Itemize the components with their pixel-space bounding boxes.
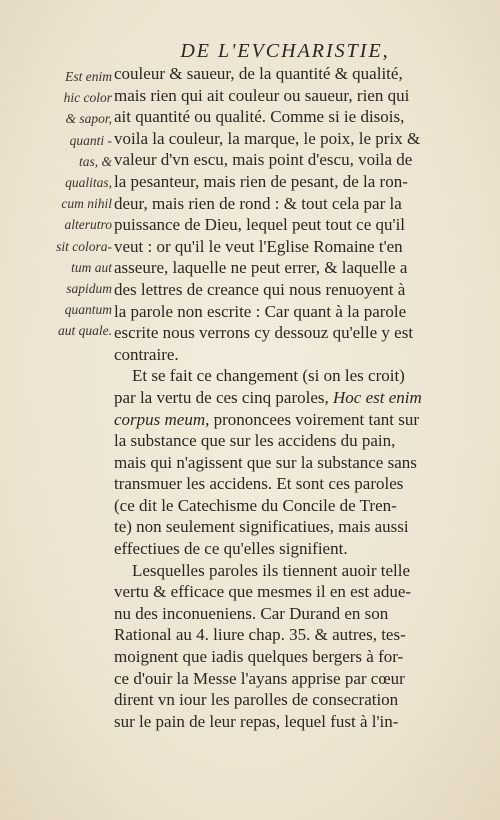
line-text: ait quantité ou qualité. Comme si ie disois, <box>114 107 405 127</box>
line-text: des lettres de creance qui nous renuoyent à <box>114 279 406 299</box>
margin-note-line: hic color <box>63 90 112 106</box>
line-text: par la vertu de ces cinq paroles, <box>114 387 329 407</box>
text-line <box>114 624 450 646</box>
margin-note-line: aut quale. <box>58 323 112 339</box>
line-text: sur le pain de leur repas, lequel fust à l'in- <box>114 711 399 731</box>
text-line <box>114 128 450 150</box>
text-line <box>114 538 450 560</box>
margin-notes <box>34 66 112 342</box>
line-text: mais rien qui ait couleur ou saueur, rien qui <box>114 85 410 105</box>
margin-note-line: tas, & <box>78 153 112 169</box>
text-line <box>114 495 450 517</box>
line-text: ce d'ouir la Messe l'ayans apprise par cœur <box>114 668 405 688</box>
line-text: transmuer les accidens. Et sont ces paroles <box>114 474 404 494</box>
text-line <box>114 452 450 474</box>
line-text: dirent vn iour les parolles de consecration <box>114 690 399 710</box>
body-text <box>114 63 450 732</box>
line-text: vertu & efficace que mesmes il en est adue- <box>114 582 412 602</box>
line-text: Lesquelles paroles ils tiennent auoir telle <box>132 560 411 580</box>
text-line <box>114 63 450 85</box>
latin-quote: Hoc est enim <box>328 387 422 407</box>
line-text: contraire. <box>114 344 179 364</box>
text-line <box>114 279 450 301</box>
text-line <box>114 430 450 452</box>
margin-note-line: Est enim <box>65 69 112 84</box>
text-line <box>114 473 450 495</box>
text-line <box>114 387 450 409</box>
line-text: mais qui n'agissent que sur la substance sans <box>114 452 417 472</box>
margin-note-line: quanti - <box>69 132 112 148</box>
line-text: deur, mais rien de rond : & tout cela par la <box>114 193 402 213</box>
text-line <box>114 344 450 366</box>
margin-note-line: & sapor, <box>65 111 112 127</box>
text-line <box>114 85 450 107</box>
latin-quote: corpus meum <box>114 409 206 429</box>
margin-note-line: cum nihil <box>61 196 112 212</box>
text-line <box>114 193 450 215</box>
line-text: la parole non escrite : Car quant à la parole <box>114 301 407 321</box>
line-text: valeur d'vn escu, mais point d'escu, voila de <box>114 150 413 170</box>
text-line <box>114 301 450 323</box>
line-text: te) non seulement significatiues, mais aussi <box>114 517 409 537</box>
text-line <box>114 560 450 582</box>
line-text: , prononcees voirement tant sur <box>205 409 419 429</box>
text-line <box>114 214 450 236</box>
line-text: puissance de Dieu, lequel peut tout ce qu'il <box>114 215 406 235</box>
text-line <box>114 689 450 711</box>
text-line <box>114 646 450 668</box>
line-text: veut : or qu'il le veut l'Eglise Romaine t'en <box>114 236 403 256</box>
line-text: voila la couleur, la marque, le poix, le prix & <box>114 128 421 148</box>
margin-note-line: sapidum <box>66 281 112 297</box>
text-line <box>114 516 450 538</box>
line-text: effectiues de ce qu'elles signifient. <box>114 539 348 559</box>
running-header: DE L'EVCHARISTIE, <box>180 40 390 62</box>
margin-note-line: quantum <box>64 302 112 318</box>
text-line <box>114 409 450 431</box>
line-text: asseure, laquelle ne peut errer, & laquelle a <box>114 258 408 278</box>
text-line <box>114 668 450 690</box>
line-text: Rational au 4. liure chap. 35. & autres, tes- <box>114 625 406 645</box>
text-line <box>114 365 450 387</box>
line-text: (ce dit le Catechisme du Concile de Tren- <box>114 495 397 515</box>
text-line <box>114 257 450 279</box>
line-text: moignent que iadis quelques bergers à for- <box>114 647 404 667</box>
text-line <box>114 581 450 603</box>
text-line <box>114 106 450 128</box>
margin-note-line: sit colora- <box>56 238 112 254</box>
margin-note-line: tum aut <box>71 259 112 275</box>
text-line <box>114 322 450 344</box>
margin-note-line: qualitas, <box>65 175 112 191</box>
line-text: la pesanteur, mais rien de pesant, de la ron- <box>114 171 408 191</box>
margin-note-line: alterutro <box>64 217 112 233</box>
text-line <box>114 603 450 625</box>
line-text: Et se fait ce changement (si on les croit) <box>132 366 405 386</box>
line-text: la substance que sur les accidens du pain, <box>114 431 396 451</box>
text-line <box>114 236 450 258</box>
line-text: nu des inconueniens. Car Durand en son <box>114 603 389 623</box>
text-line <box>114 149 450 171</box>
text-line <box>114 711 450 733</box>
line-text: couleur & saueur, de la quantité & qualité, <box>114 64 403 83</box>
line-text: escrite nous verrons cy dessouz qu'elle y est <box>114 323 414 343</box>
text-line <box>114 171 450 193</box>
